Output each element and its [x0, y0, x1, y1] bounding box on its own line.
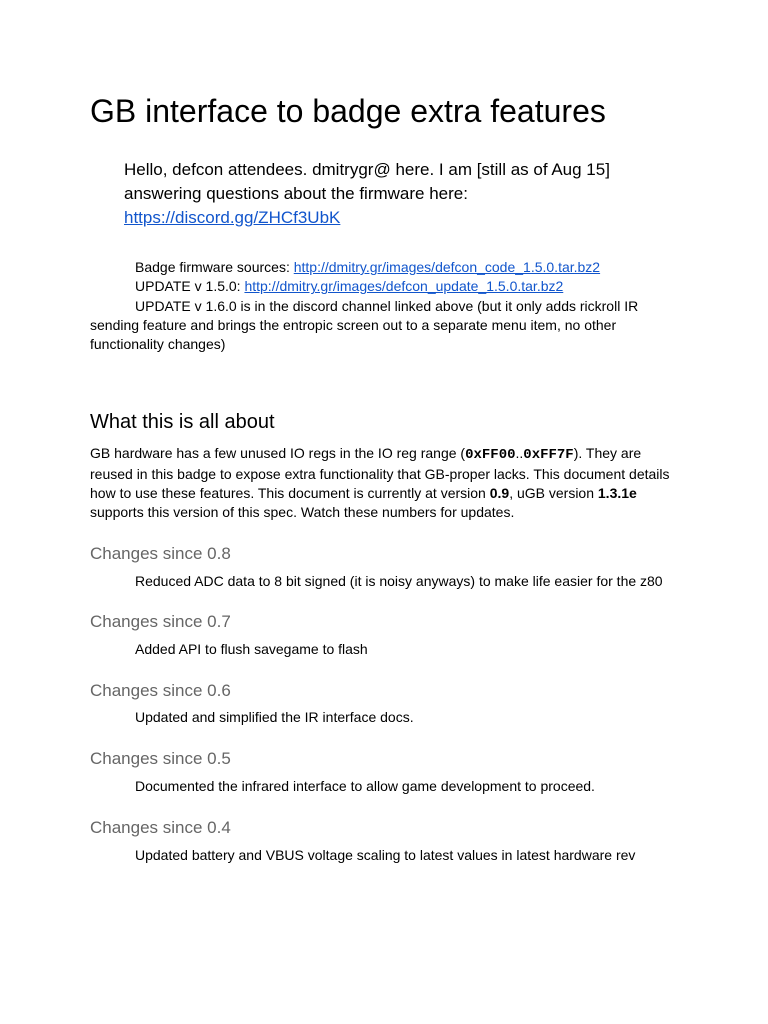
- about-paragraph: [90, 444, 680, 522]
- changes-heading-0-6: Changes since 0.6: [90, 681, 231, 700]
- discord-link[interactable]: https://discord.gg/ZHCf3UbK: [124, 208, 341, 227]
- ugb-version: 1.3.1e: [597, 485, 637, 501]
- update-150-label: UPDATE v 1.5.0:: [135, 278, 245, 295]
- changes-heading-0-5: Changes since 0.5: [90, 749, 231, 768]
- reg-end: 0xFF7F: [523, 447, 574, 463]
- changes-text-0-7: Added API to flush savegame to flash: [135, 641, 368, 657]
- about-text-1: GB hardware has a few unused IO regs in the IO reg range (: [90, 445, 466, 461]
- document-title: GB interface to badge extra features: [90, 93, 606, 129]
- intro-text: Hello, defcon attendees. dmitrygr@ here. I am [still as of Aug 15] answering questions about the firmware here:: [124, 160, 610, 203]
- changes-heading-0-8: Changes since 0.8: [90, 544, 231, 563]
- sources-label: Badge firmware sources:: [135, 259, 294, 275]
- update-160-line: [90, 297, 680, 355]
- update-150-line: [90, 277, 680, 296]
- changes-text-0-5: Documented the infrared interface to allow game development to proceed.: [135, 778, 595, 794]
- update-160-text: UPDATE v 1.6.0 is in the discord channel linked above (but it only adds rickroll IR sending feature and brings the entropic screen out to a separate menu item, no other functionality changes): [90, 297, 639, 353]
- changes-text-0-4: Updated battery and VBUS voltage scaling to latest values in latest hardware rev: [135, 847, 636, 863]
- changes-heading-0-7: Changes since 0.7: [90, 612, 231, 631]
- changes-text-0-6: Updated and simplified the IR interface docs.: [135, 709, 414, 725]
- about-text-2: ). They are reused in this badge to expose extra functionality that GB-proper lacks. This document details how to use these features. This document is currently at version: [90, 445, 670, 501]
- range-separator: ..: [515, 445, 524, 461]
- intro-paragraph: [124, 158, 684, 230]
- update-150-link[interactable]: http://dmitry.gr/images/defcon_update_1.5.0.tar.bz2: [244, 278, 564, 295]
- changes-text-0-8: Reduced ADC data to 8 bit signed (it is noisy anyways) to make life easier for the z80: [135, 573, 663, 589]
- changes-heading-0-4: Changes since 0.4: [90, 818, 231, 837]
- spec-version: 0.9: [489, 485, 510, 501]
- about-heading: What this is all about: [90, 411, 275, 433]
- about-text-4: supports this version of this spec. Watch these numbers for updates.: [90, 504, 515, 520]
- sources-link[interactable]: http://dmitry.gr/images/defcon_code_1.5.0.tar.bz2: [293, 259, 601, 275]
- reg-start: 0xFF00: [465, 447, 516, 463]
- firmware-links-block: [90, 258, 680, 354]
- about-text-3: , uGB version: [509, 485, 598, 501]
- sources-line: [90, 258, 680, 277]
